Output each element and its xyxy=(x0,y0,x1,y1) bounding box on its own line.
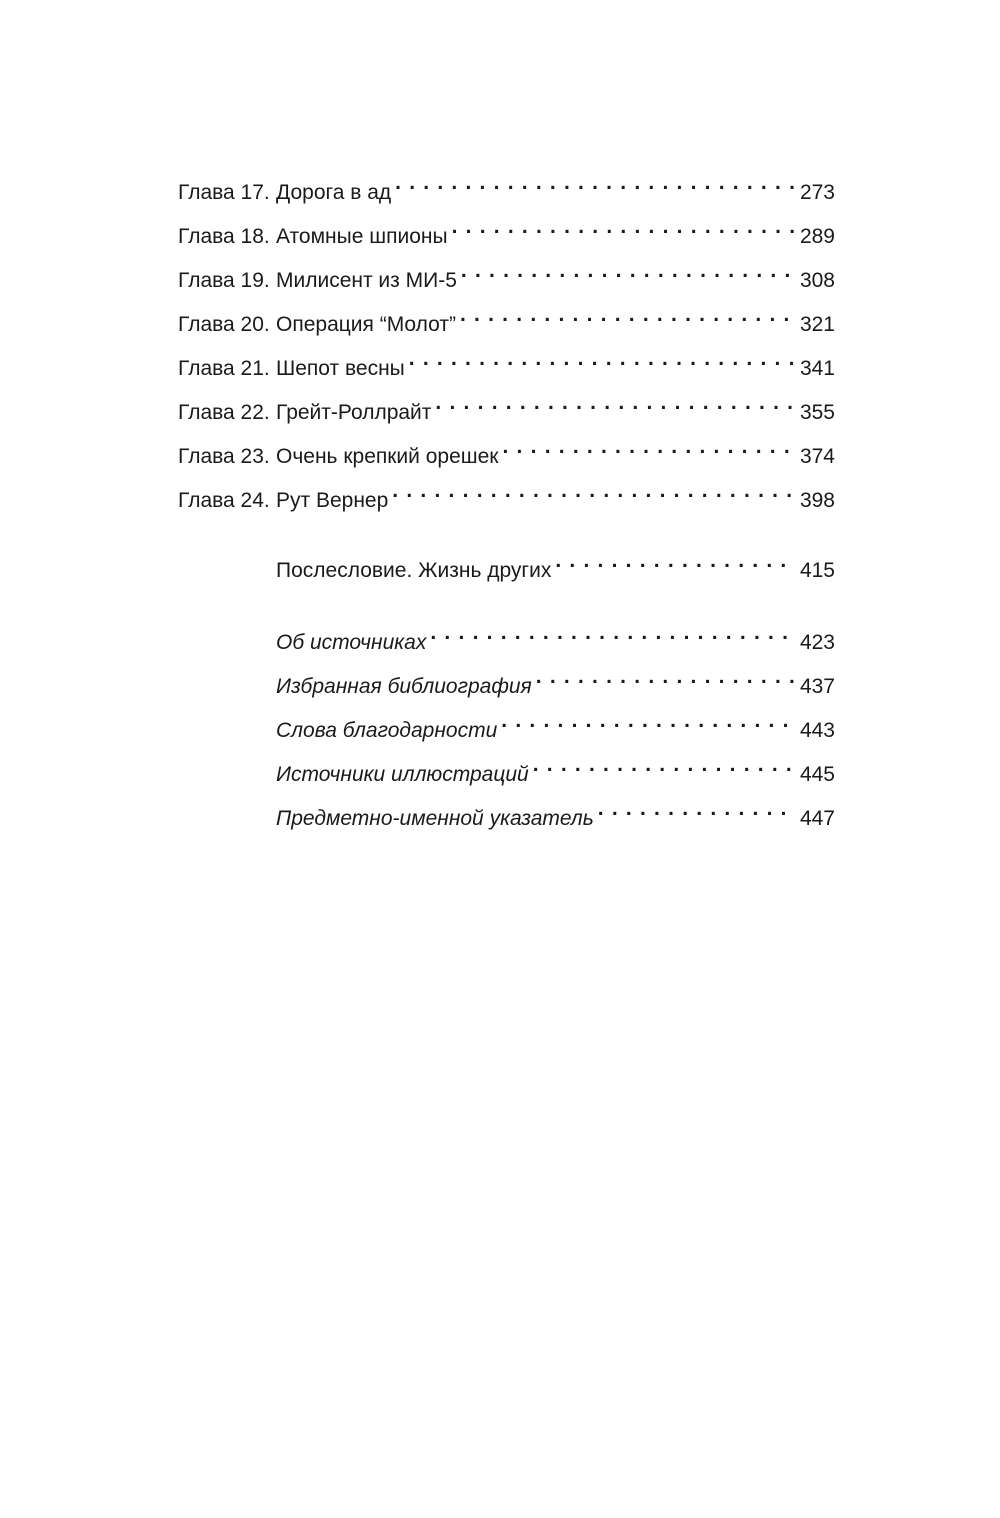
chapter-title: Шепот весны xyxy=(276,357,405,380)
chapter-title: Операция “Молот” xyxy=(276,313,456,336)
toc-entry-chapter-20[interactable] xyxy=(178,299,835,336)
dot-leader xyxy=(452,211,794,243)
dot-leader xyxy=(430,617,794,649)
toc-entry-index[interactable] xyxy=(276,793,835,830)
page-number: 355 xyxy=(794,397,835,429)
chapter-number: Глава 17. xyxy=(178,181,270,204)
chapter-number: Глава 20. xyxy=(178,313,270,336)
toc-entry-chapter-18[interactable] xyxy=(178,211,835,248)
dot-leader xyxy=(435,387,794,419)
toc-entry-bibliography[interactable] xyxy=(276,661,835,698)
chapter-number: Глава 19. xyxy=(178,269,270,292)
dot-leader xyxy=(533,749,794,781)
page-number: 341 xyxy=(794,353,835,385)
dot-leader xyxy=(501,705,794,737)
toc-entry-chapter-17[interactable] xyxy=(178,167,835,204)
toc-entry-sources[interactable] xyxy=(276,617,835,654)
chapter-number: Глава 22. xyxy=(178,401,270,424)
chapter-number: Глава 18. xyxy=(178,225,270,248)
page-number: 423 xyxy=(794,627,835,659)
section-title: Об источниках xyxy=(276,631,427,654)
toc-entry-chapter-23[interactable] xyxy=(178,431,835,468)
chapter-number: Глава 23. xyxy=(178,445,270,468)
dot-leader xyxy=(502,431,793,463)
dot-leader xyxy=(409,343,794,375)
afterword-title: Послесловие. Жизнь других xyxy=(276,559,552,582)
page-number: 273 xyxy=(794,177,835,209)
dot-leader xyxy=(460,299,794,331)
toc-entry-acknowledgements[interactable] xyxy=(276,705,835,742)
page-number: 437 xyxy=(794,671,835,703)
chapter-title: Рут Вернер xyxy=(276,489,389,512)
dot-leader xyxy=(598,793,794,825)
toc-entry-chapter-21[interactable] xyxy=(178,343,835,380)
chapter-number: Глава 21. xyxy=(178,357,270,380)
toc-entry-illustration-sources[interactable] xyxy=(276,749,835,786)
toc-entry-afterword[interactable] xyxy=(276,545,835,582)
section-title: Слова благодарности xyxy=(276,719,498,742)
toc-entry-chapter-22[interactable] xyxy=(178,387,835,424)
section-title: Избранная библиография xyxy=(276,675,532,698)
dot-leader xyxy=(461,255,794,287)
toc-entry-chapter-24[interactable] xyxy=(178,475,835,512)
page-number: 443 xyxy=(794,715,835,747)
page-number: 445 xyxy=(794,759,835,791)
chapter-number: Глава 24. xyxy=(178,489,270,512)
chapter-title: Атомные шпионы xyxy=(276,225,448,248)
page-number: 398 xyxy=(794,485,835,517)
chapter-title: Дорога в ад xyxy=(276,181,392,204)
dot-leader xyxy=(395,167,794,199)
dot-leader xyxy=(392,475,794,507)
chapter-title: Грейт-Роллрайт xyxy=(276,401,432,424)
page-number: 447 xyxy=(794,803,835,835)
dot-leader xyxy=(536,661,794,693)
page-number: 289 xyxy=(794,221,835,253)
page-number: 374 xyxy=(794,441,835,473)
page-number: 415 xyxy=(794,555,835,587)
dot-leader xyxy=(555,545,794,577)
page-number: 321 xyxy=(794,309,835,341)
chapter-title: Милисент из МИ-5 xyxy=(276,269,457,292)
page-number: 308 xyxy=(794,265,835,297)
chapter-title: Очень крепкий орешек xyxy=(276,445,499,468)
toc-entry-chapter-19[interactable] xyxy=(178,255,835,292)
section-title: Источники иллюстраций xyxy=(276,763,529,786)
section-title: Предметно-именной указатель xyxy=(276,807,594,830)
